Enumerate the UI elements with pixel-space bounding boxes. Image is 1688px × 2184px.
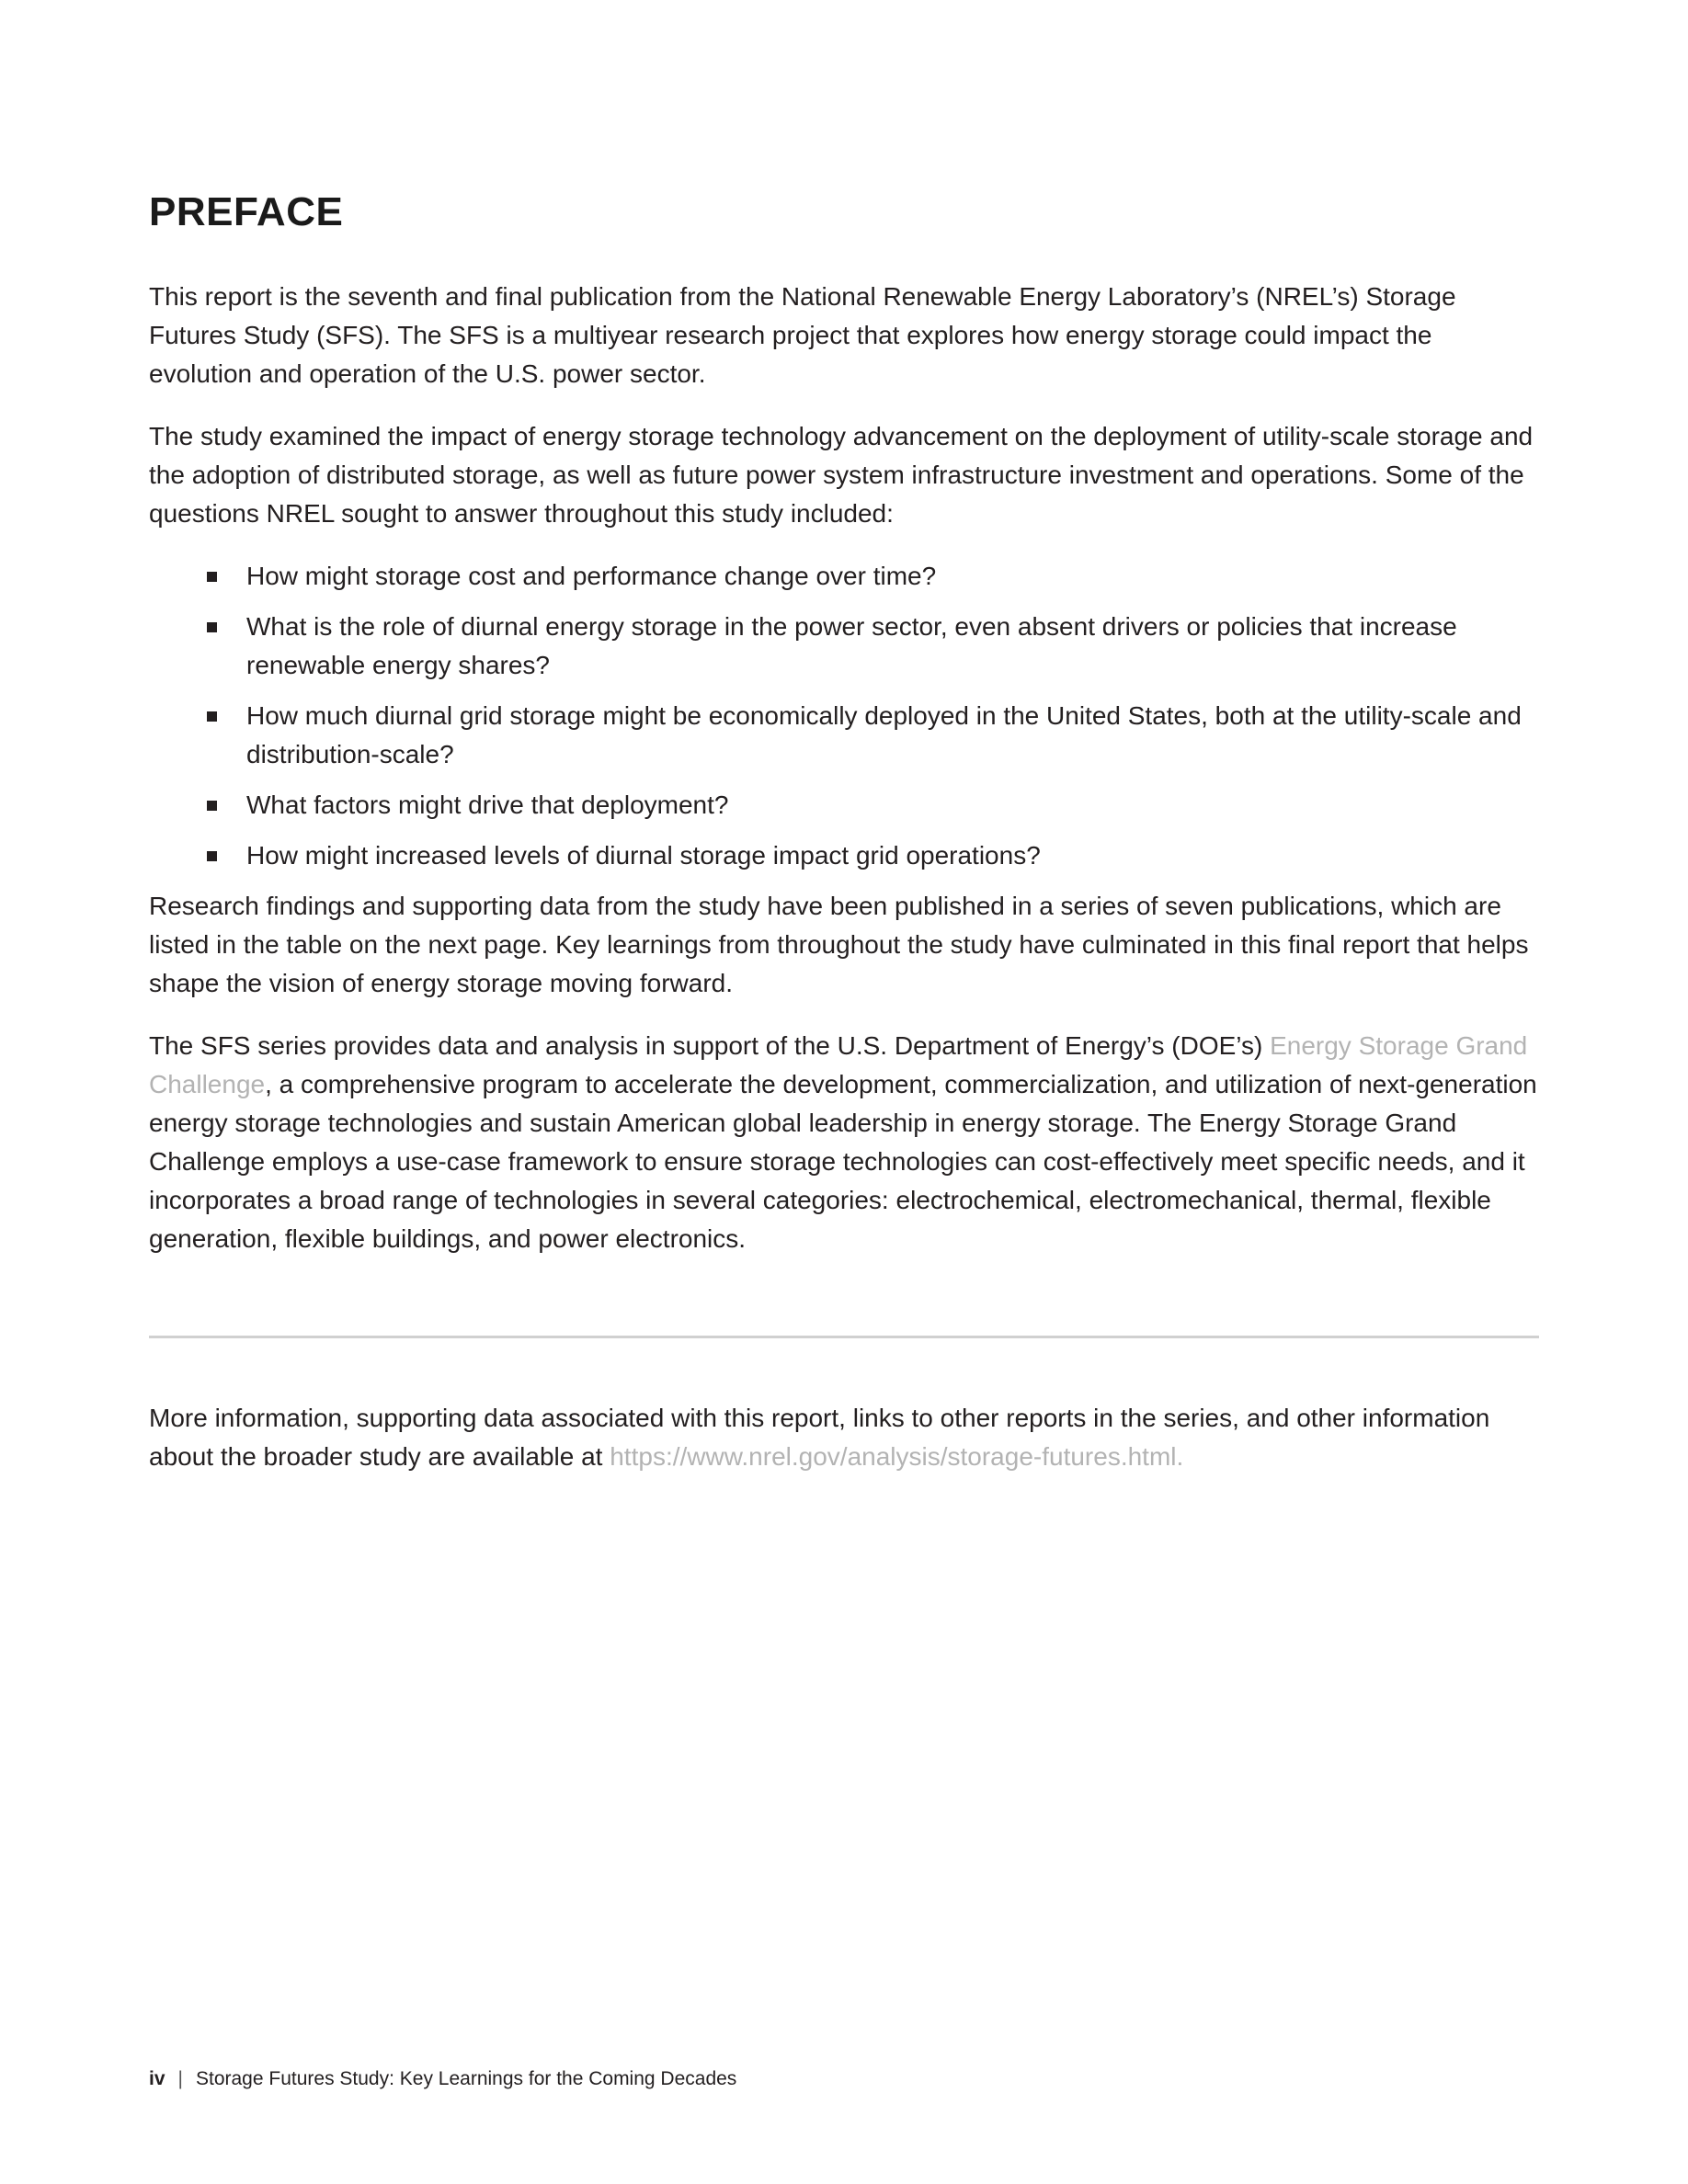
- doe-text-before: The SFS series provides data and analysis in support of the U.S. Department of Energy’s (DOE’s): [149, 1031, 1271, 1060]
- question-text: How much diurnal grid storage might be economically deployed in the United States, both at the utility-scale and distribution-scale?: [246, 701, 1522, 768]
- list-item: [204, 697, 1539, 774]
- list-item: [204, 836, 1539, 875]
- energy-storage-grand-challenge-link[interactable]: Energy Storage Grand Challenge: [149, 1031, 1528, 1098]
- question-text: How might storage cost and performance change over time?: [246, 562, 937, 590]
- question-text: What is the role of diurnal energy storage in the power sector, even absent drivers or policies that increase renewable energy shares?: [246, 612, 1457, 679]
- section-divider: [149, 1336, 1539, 1338]
- footer-separator: |: [177, 2068, 183, 2089]
- list-item: [204, 786, 1539, 825]
- intro-paragraph: This report is the seventh and final publication from the National Renewable Energy Laboratory’s (NREL’s) Storage Futures Study (SFS). The SFS is a multiyear research project that explores how energy storage could impact the evolution and operation of the U.S. power sector.: [149, 282, 1456, 388]
- doe-paragraph: [149, 1027, 1539, 1258]
- doe-text-after: , a comprehensive program to accelerate the development, commercialization, and utilization of next-generation energy storage technologies and sustain American global leadership in energy storage. The Energy Storage Grand Challenge employs a use-case framework to ensure storage technologies can cost-effectively meet specific needs, and it incorporates a broad range of technologies in several categories: electrochemical, electromechanical, thermal, flexible generation, flexible buildings, and power electronics.: [149, 1070, 1537, 1253]
- page-number: iv: [149, 2068, 165, 2089]
- bullet-square-icon: [207, 711, 217, 722]
- more-info-text: More information, supporting data associated with this report, links to other reports in the series, and other information about the broader study are available at: [149, 1404, 1490, 1471]
- findings-paragraph: Research findings and supporting data from the study have been published in a series of seven publications, which are listed in the table on the next page. Key learnings from throughout the study have culminated in this final report that helps shape the vision of energy storage moving forward.: [149, 892, 1529, 997]
- bullet-square-icon: [207, 851, 217, 861]
- bullet-square-icon: [207, 572, 217, 582]
- study-scope-paragraph: The study examined the impact of energy storage technology advancement on the deployment of utility-scale storage and the adoption of distributed storage, as well as future power system infrastructure investment and operations. Some of the questions NREL sought to answer throughout this study included:: [149, 422, 1534, 528]
- list-item: [204, 557, 1539, 596]
- bullet-square-icon: [207, 801, 217, 811]
- question-text: What factors might drive that deployment?: [246, 791, 729, 819]
- preface-body: [149, 278, 1539, 1282]
- page-title: PREFACE: [149, 189, 344, 234]
- list-item: [204, 608, 1539, 685]
- more-info-paragraph: [149, 1399, 1539, 1476]
- bullet-square-icon: [207, 622, 217, 632]
- storage-futures-url-link[interactable]: https://www.nrel.gov/analysis/storage-futures.html.: [610, 1442, 1184, 1471]
- more-info-block: [149, 1399, 1539, 1500]
- page-footer: [149, 2065, 736, 2093]
- questions-list: [149, 557, 1539, 875]
- footer-doc-title: Storage Futures Study: Key Learnings for the Coming Decades: [195, 2068, 737, 2089]
- question-text: How might increased levels of diurnal storage impact grid operations?: [246, 841, 1041, 870]
